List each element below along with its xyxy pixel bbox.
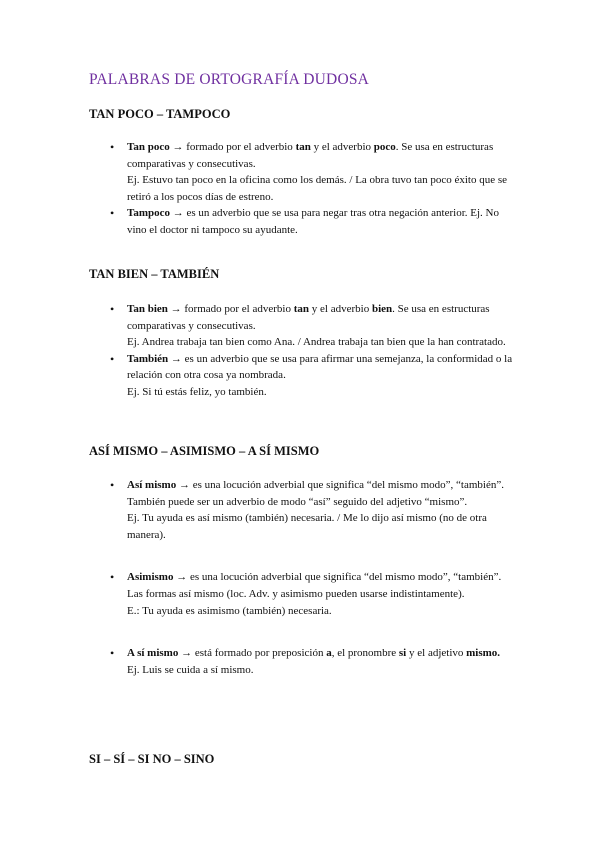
list-item [127,301,517,351]
section-heading-asi-mismo: ASÍ MISMO – ASIMISMO – A SÍ MISMO [89,444,320,458]
definition-text: , el pronombre [331,647,399,660]
example-text: Ej. Luis se cuida a sí mismo. [127,663,254,676]
term: Así mismo [127,479,177,491]
section-heading-tan-poco: TAN POCO – TAMPOCO [89,107,231,121]
definition-text: es un adverbio que se usa para afirmar una semejanza, la conformidad o la relación con otra cosa ya nombrada. [127,352,513,382]
list-item [127,477,517,543]
definition-text: es una locución adverbial que significa “del mismo modo”, “también”. También puede ser un adverbio de modo “así” seguido del adjetivo “mismo”. [127,479,504,508]
definition-text: y el adjetivo [406,647,467,660]
bold-word: tan [293,303,310,315]
definition-text: . Se usa en estructuras comparativas y consecutivas. [127,303,490,332]
bold-word: si [398,647,407,660]
bold-word: bien [371,303,393,315]
section-heading-si-sino: SI – SÍ – SI NO – SINO [89,752,215,766]
list-item [127,351,517,401]
definition-text: y el adverbio [309,303,372,315]
section-heading-tan-bien: TAN BIEN – TAMBIÉN [89,267,220,281]
list-item [127,205,517,238]
arrow-icon: → [178,479,190,491]
list-item [127,139,517,205]
term: A sí mismo [127,647,179,660]
example-text: Ej. Si tú estás feliz, yo también. [127,385,267,398]
arrow-icon: → [176,571,188,584]
definition-text: es un adverbio que se usa para negar tras otra negación anterior. Ej. No vino el doctor ni tampoco su ayudante. [127,207,499,236]
arrow-icon: → [172,141,184,153]
definition-text: es una locución adverbial que significa “del mismo modo”, “también”. Las formas así mismo (loc. Adv. y asimismo pueden usarse indistintamente). [127,571,502,600]
example-text: Ej. Estuvo tan poco en la oficina como los demás. / La obra tuvo tan poco éxito que se retiró a los pocos días de estreno. [127,174,508,203]
page-title: PALABRAS DE ORTOGRAFÍA DUDOSA [89,71,370,88]
term: También [127,352,169,365]
definition-text: formado por el adverbio [183,141,296,153]
bullet-list-tan-poco [127,139,517,239]
definition-text: . Se usa en estructuras comparativas y consecutivas. [127,141,494,170]
arrow-icon: → [170,352,182,365]
definition-text: está formado por preposición [192,647,327,660]
list-item [127,569,517,619]
example-text: Ej. Andrea trabaja tan bien como Ana. / Andrea trabaja tan bien que la han contratado. [127,336,506,349]
list-item [127,645,517,678]
example-text: Ej. Tu ayuda es así mismo (también) necesaria. / Me lo dijo así mismo (no de otra manera). [127,512,487,541]
arrow-icon: → [170,303,182,315]
definition-text: formado por el adverbio [181,303,294,315]
bold-word: mismo. [466,647,501,660]
example-text: E.: Tu ayuda es asimismo (también) necesaria. [127,604,332,617]
term: Tan poco [127,141,170,153]
arrow-icon: → [181,647,193,660]
bullet-list-asi-mismo [127,477,517,678]
bold-word: poco [373,141,396,153]
bold-word: tan [295,141,311,153]
bold-word: a [326,647,332,660]
definition-text: y el adverbio [310,141,374,153]
term: Tampoco [127,207,170,220]
term: Asimismo [127,571,174,584]
bullet-list-tan-bien [127,301,517,401]
arrow-icon: → [172,207,184,220]
term: Tan bien [127,303,168,315]
